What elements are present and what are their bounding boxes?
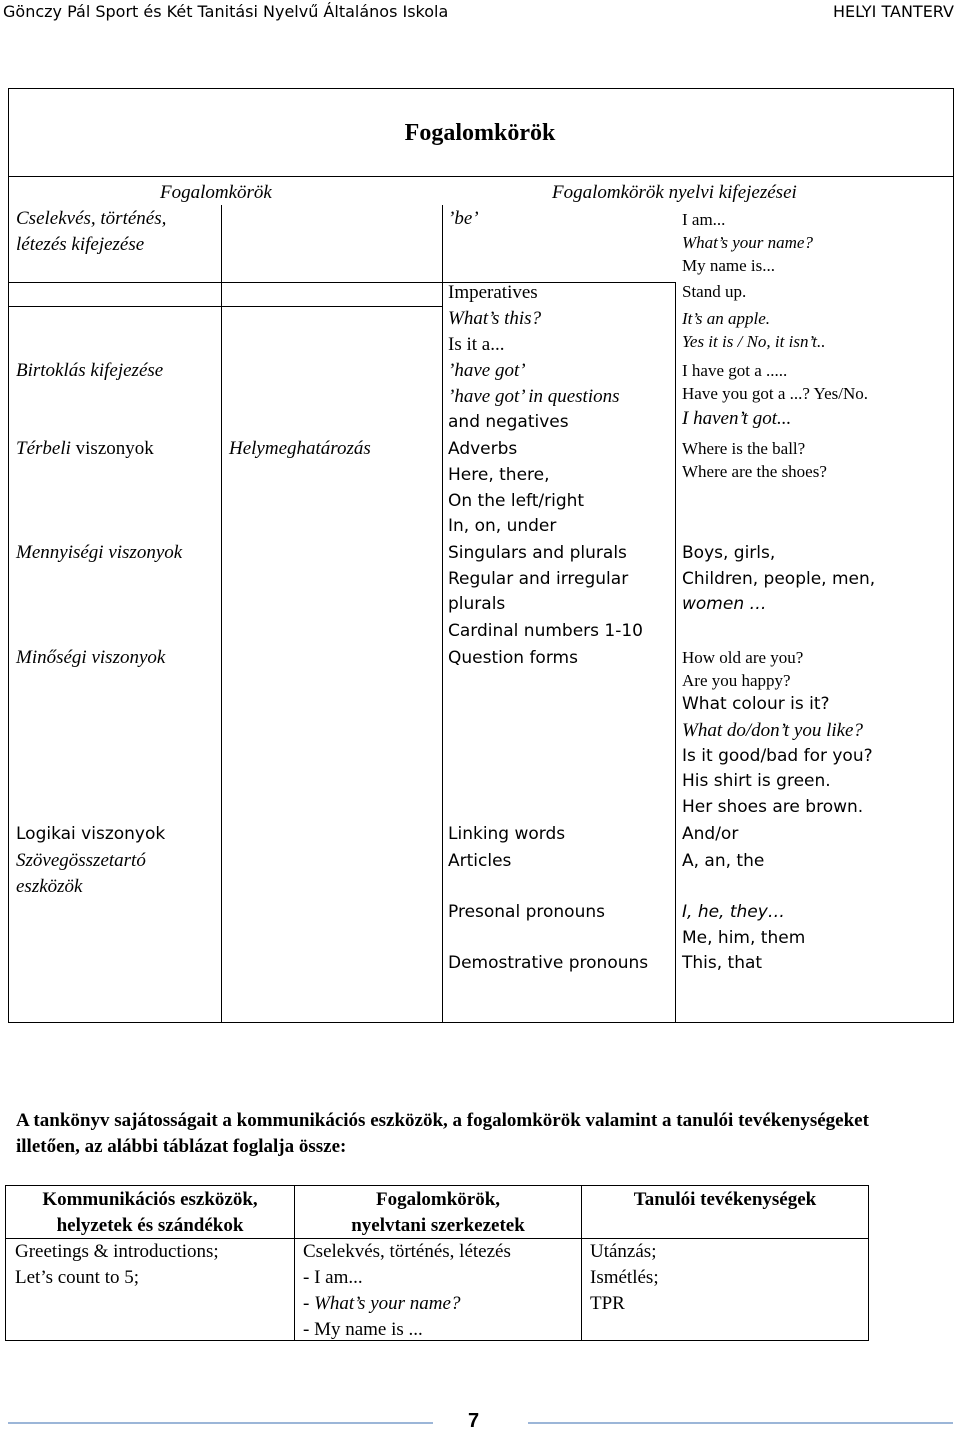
header-line: Tanulói tevékenységek [633,1189,817,1210]
row-divider [9,282,675,283]
cell-text: TPR [590,1293,625,1314]
header-line: nyelvtani szerkezetek [351,1215,525,1236]
cell-text: Demostrative pronouns [448,953,649,973]
col-header-communication [6,1187,294,1239]
cell-text: What colour is it? [682,694,830,714]
cell-text: How old are you? [682,648,804,667]
cell-text: Greetings & introductions; [15,1241,219,1262]
cell-text: and negatives [448,412,569,432]
cell-text: What’s your name? [682,233,813,252]
cell-text: plurals [448,594,506,614]
cell-text: His shirt is green. [682,771,831,791]
cell-text-plain: viszonyok [70,438,154,459]
col-header-concepts [295,1187,581,1239]
cell-text: What’s this? [448,308,542,329]
cell-text: Imperatives [448,282,538,303]
cell-text: Is it good/bad for you? [682,746,873,766]
cell-text: ’have got’ [448,360,526,381]
row-divider [9,306,442,307]
cell-text: ’have got’ in questions [448,386,620,407]
cell-text: Minőségi viszonyok [16,647,166,668]
cell-text: Here, there, [448,465,550,485]
cell-text: What do/don’t you like? [682,720,863,741]
col-header-concepts: Fogalomkörök [160,182,272,203]
cell-text: On the left/right [448,491,585,511]
cell-text: Singulars and plurals [448,543,627,563]
cell-text: Helymeghatározás [229,438,371,459]
cell-text: I, he, they… [682,902,785,922]
header-line: Kommunikációs eszközök, [42,1189,258,1210]
cell-text: Utánzás; [590,1241,657,1262]
cell-text: A, an, the [682,851,765,871]
cell-text: Are you happy? [682,671,791,690]
header-line: Fogalomkörök, [375,1189,501,1210]
footer-rule-left [8,1422,433,1424]
cell-text: In, on, under [448,516,557,536]
cell-text: This, that [682,953,763,973]
col-divider-3 [675,282,676,1023]
cell-text: Children, people, men, [682,569,876,589]
cell-text: Linking words [448,824,566,844]
cell-text: Have you got a ...? Yes/No. [682,384,869,403]
col-divider-1 [221,205,222,1023]
page-number: 7 [468,1410,480,1432]
summary-paragraph: A tankönyv sajátosságait a kommunikációs eszközök, a fogalomkörök valamint a tanulói tevékenységeket illetően, az alábbi táblázat foglalja össze: [16,1110,869,1157]
cell-text [303,1291,460,1317]
cell-text-italic: What’s your name? [314,1293,461,1314]
cell-text: Regular and irregular [448,569,629,589]
title-divider [9,176,954,177]
cell-text: ’be’ [448,208,479,229]
cell-text: Her shoes are brown. [682,797,864,817]
cell-text: Logikai viszonyok [16,824,166,844]
curriculum-label: HELYI TANTERV [832,2,954,21]
cell-text: I have got a ..... [682,361,788,380]
cell-text: Mennyiségi viszonyok [16,542,183,563]
cell-text: Articles [448,851,512,871]
cell-text: létezés kifejezése [16,234,145,255]
cell-text: Adverbs [448,439,518,459]
cell-text: Ismétlés; [590,1267,659,1288]
cell-text: My name is... [682,256,776,275]
cell-text: Where is the ball? [682,439,806,458]
cell-text [16,436,154,461]
page-title: Fogalomkörök [404,120,556,146]
cell-text: Boys, girls, [682,543,776,563]
cell-text: Where are the shoes? [682,462,827,481]
cell-text: Stand up. [682,282,747,301]
cell-text: Szövegösszetartó [16,850,146,871]
cell-text: I am... [682,210,726,229]
cell-text: - I am... [303,1267,363,1288]
cell-text: Yes it is / No, it isn’t.. [682,332,826,351]
header-line: helyzetek és szándékok [56,1215,244,1236]
cell-text: Let’s count to 5; [15,1267,140,1288]
cell-text: - My name is ... [303,1319,423,1340]
cell-text: Me, him, them [682,928,806,948]
cell-text: It’s an apple. [682,309,770,328]
cell-text: And/or [682,824,739,844]
cell-text: I haven’t got... [682,408,792,429]
cell-text: Cselekvés, történés, [16,208,167,229]
cell-text: Cselekvés, történés, létezés [303,1241,511,1262]
cell-text-italic: Térbeli [16,438,71,459]
col-header-activities [582,1187,868,1213]
cell-text: Cardinal numbers 1-10 [448,621,644,641]
col-header-expressions: Fogalomkörök nyelvi kifejezései [552,182,797,203]
cell-text: women … [682,594,767,614]
cell-text: Birtoklás kifejezése [16,360,164,381]
col-divider-2 [442,205,443,1023]
school-name: Gönczy Pál Sport és Két Tanitási Nyelvű Általános Iskola [3,2,449,21]
cell-text: Question forms [448,648,578,668]
cell-text: eszközök [16,876,83,897]
cell-text: Is it a... [448,334,505,355]
footer-rule-right [528,1422,953,1424]
dash: - [303,1293,315,1314]
page-header [0,0,960,26]
cell-text: Presonal pronouns [448,902,605,922]
